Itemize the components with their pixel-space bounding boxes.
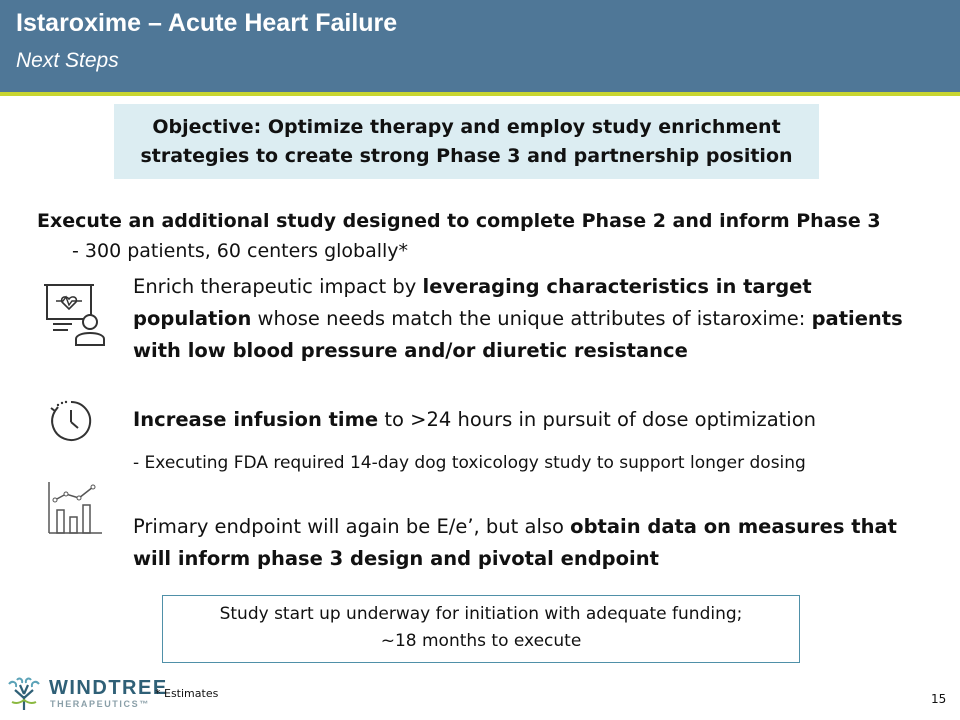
startup-box [162, 595, 800, 663]
infusion-bold: Increase infusion time [133, 408, 379, 431]
enrich-bold-1: leveraging characteristics in target population [133, 275, 812, 330]
startup-line-2: ~18 months to execute [380, 631, 582, 651]
infusion-text: to >24 hours in pursuit of dose optimization [378, 408, 817, 431]
startup-line-1: Study start up underway for initiation with adequate funding; [219, 604, 743, 624]
page-number: 15 [931, 692, 947, 706]
slide-title: Istaroxime – Acute Heart Failure [16, 9, 398, 37]
endpoint-text: Primary endpoint will again be E/e’, but also [133, 515, 571, 538]
objective-box [114, 104, 819, 179]
infusion-paragraph [133, 404, 816, 436]
logo-tagline: THERAPEUTICS™ [50, 699, 150, 709]
header-bar [0, 0, 960, 92]
patients-text: - 300 patients, 60 centers globally* [72, 240, 409, 262]
objective-line-2: strategies to create strong Phase 3 and partnership position [140, 145, 793, 167]
enrich-text-2: whose needs match the unique attributes of istaroxime: [251, 307, 812, 330]
footnote: * Estimates [155, 687, 219, 700]
header-rule [0, 92, 960, 96]
enrich-bold-2: patients with low blood pressure and/or diuretic resistance [133, 307, 903, 362]
endpoint-bold: obtain data on measures that will inform phase 3 design and pivotal endpoint [133, 515, 897, 570]
execute-heading: Execute an additional study designed to complete Phase 2 and inform Phase 3 [37, 210, 881, 232]
tree-logo-icon [4, 676, 44, 712]
clock-icon [47, 398, 95, 444]
enrich-text-1: Enrich therapeutic impact by [133, 275, 423, 298]
enrich-paragraph [133, 271, 923, 367]
objective-line-1: Objective: Optimize therapy and employ study enrichment [152, 116, 781, 138]
logo-wordmark: WINDTREE [49, 677, 168, 699]
presentation-icon [38, 279, 110, 349]
endpoint-paragraph [133, 511, 923, 575]
chart-icon [46, 478, 104, 538]
slide-subtitle: Next Steps [16, 49, 119, 72]
toxicology-text: - Executing FDA required 14-day dog toxicology study to support longer dosing [133, 453, 806, 473]
